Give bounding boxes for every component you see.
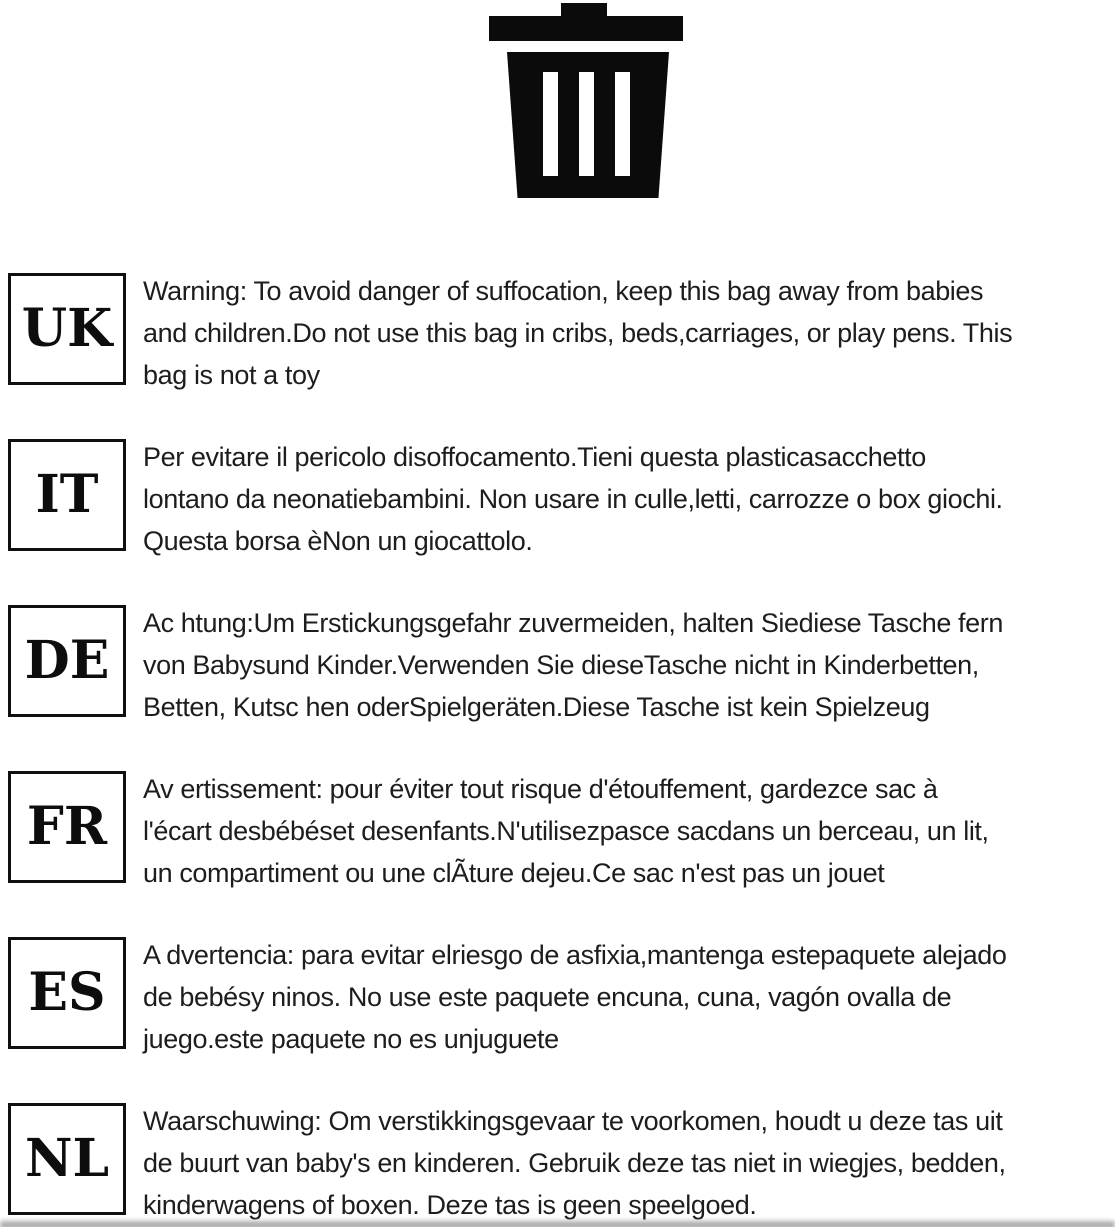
warning-text-line: de buurt van baby's en kinderen. Gebruik deze tas niet in wiegjes, bedden,	[143, 1148, 1006, 1178]
warning-text-line: bag is not a toy	[143, 360, 320, 390]
warning-text-line: lontano da neonatiebambini. Non usare in culle,letti, carrozze o box giochi.	[143, 484, 1003, 514]
warning-sections	[8, 270, 1012, 1227]
warning-text-line: un compartiment ou une clÃture dejeu.Ce sac n'est pas un jouet	[143, 858, 885, 888]
language-code-label: IT	[35, 464, 99, 525]
warning-text-line: Av ertissement: pour éviter tout risque d'étouffement, gardezce sac à	[143, 774, 938, 804]
warning-text-line: kinderwagens of boxen. Deze tas is geen speelgoed.	[143, 1190, 757, 1220]
trash-can-icon	[489, 3, 683, 198]
warning-row-es	[8, 934, 1012, 1060]
trash-can-slat	[543, 72, 558, 176]
warning-row-fr	[8, 768, 1012, 894]
warning-text-line: Warning: To avoid danger of suffocation, keep this bag away from babies	[143, 276, 984, 306]
warning-text-de	[143, 602, 1003, 728]
language-code-box-es	[8, 937, 126, 1049]
language-code-label: DE	[24, 630, 110, 691]
warning-text-es	[143, 934, 1006, 1060]
warning-row-de	[8, 602, 1012, 728]
language-code-label: FR	[26, 796, 108, 857]
trash-can-slat	[579, 72, 594, 176]
warning-row-uk	[8, 270, 1012, 396]
warning-row-nl	[8, 1100, 1012, 1226]
warning-text-line: and children.Do not use this bag in cribs, beds,carriages, or play pens. This	[143, 318, 1013, 348]
warning-text-line: Ac htung:Um Erstickungsgefahr zuvermeiden, halten Siediese Tasche fern	[143, 608, 1003, 638]
warning-text-nl	[143, 1100, 1006, 1226]
trash-can-lid	[489, 16, 683, 41]
language-code-label: NL	[24, 1128, 110, 1189]
language-code-box-de	[8, 605, 126, 717]
warning-text-line: A dvertencia: para evitar elriesgo de asfixia,mantenga estepaquete alejado	[143, 940, 1007, 970]
warning-row-it	[8, 436, 1012, 562]
trash-can-slat	[615, 72, 630, 176]
warning-text-line: Per evitare il pericolo disoffocamento.Tieni questa plasticasacchetto	[143, 442, 926, 472]
warning-text-line: juego.este paquete no es unjuguete	[143, 1024, 559, 1054]
warning-text-fr	[143, 768, 989, 894]
warning-text-line: Waarschuwing: Om verstikkingsgevaar te voorkomen, houdt u deze tas uit	[143, 1106, 1003, 1136]
language-code-label: UK	[21, 298, 113, 359]
warning-text-it	[143, 436, 1003, 562]
language-code-box-fr	[8, 771, 126, 883]
warning-text-line: Questa borsa èNon un giocattolo.	[143, 526, 533, 556]
language-code-box-nl	[8, 1103, 126, 1215]
language-code-box-it	[8, 439, 126, 551]
warning-text-line: l'écart desbébéset desenfants.N'utilisezpasce sacdans un berceau, un lit,	[143, 816, 989, 846]
warning-text-uk	[143, 270, 1012, 396]
language-code-label: ES	[28, 962, 106, 1023]
warning-text-line: de bebésy ninos. No use este paquete encuna, cuna, vagón ovalla de	[143, 982, 952, 1012]
trash-can-body	[507, 52, 669, 198]
language-code-box-uk	[8, 273, 126, 385]
cropped-content-artifact	[0, 1221, 1115, 1227]
warning-text-line: Betten, Kutsc hen oderSpielgeräten.Diese Tasche ist kein Spielzeug	[143, 692, 930, 722]
warning-text-line: von Babysund Kinder.Verwenden Sie dieseTasche nicht in Kinderbetten,	[143, 650, 979, 680]
